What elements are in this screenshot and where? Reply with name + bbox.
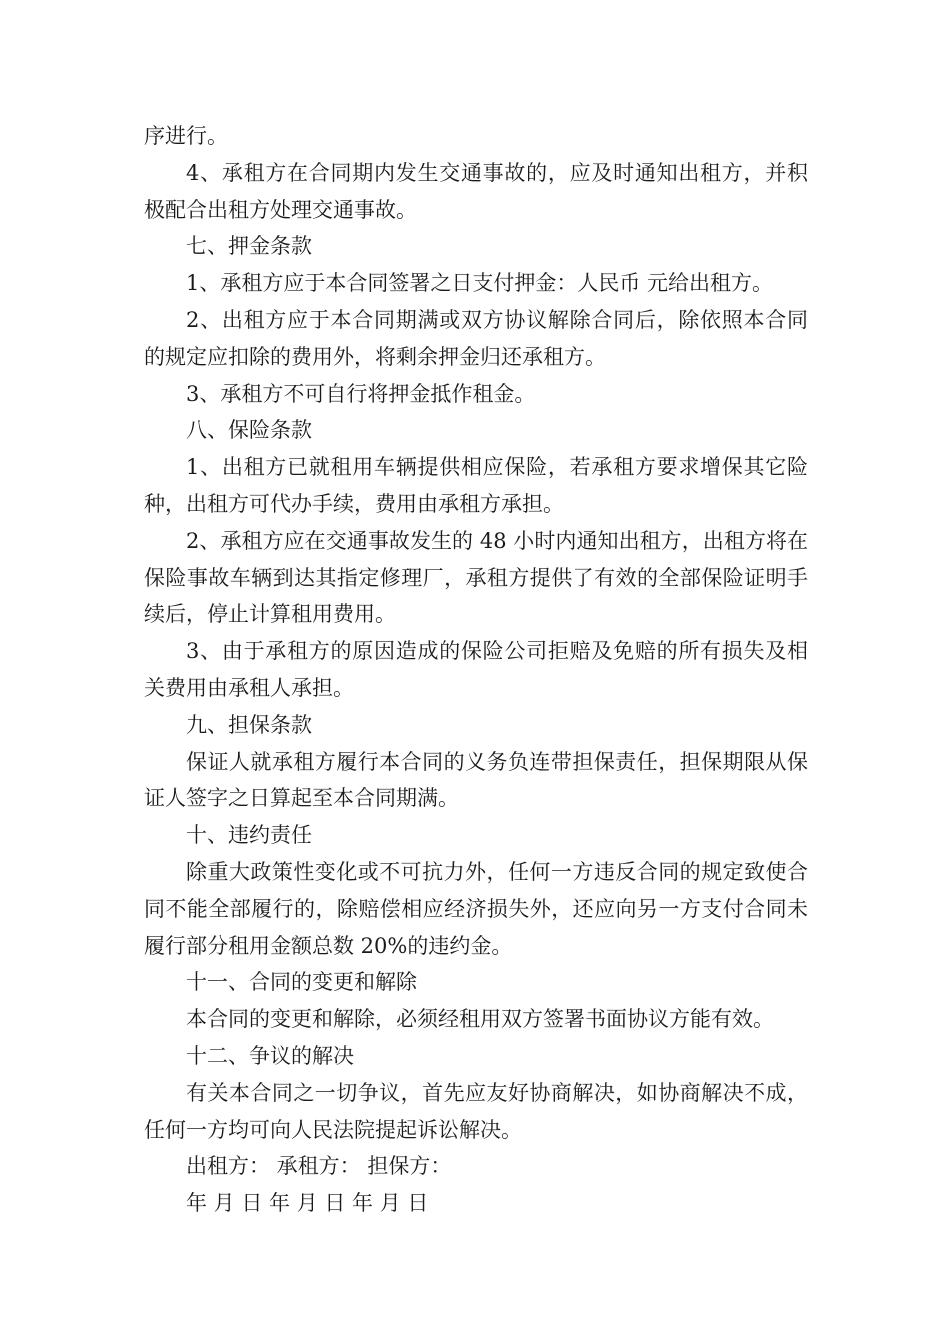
clause-7-item-1: 1、承租方应于本合同签署之日支付押金：人民币 元给出租方。 <box>186 271 774 296</box>
signature-date-line: 年 月 日 年 月 日 年 月 日 <box>186 1191 429 1216</box>
document-page <box>144 118 808 1222</box>
clause-7-item-2: 2、出租方应于本合同期满或双方协议解除合同后，除依照本合同的规定应扣除的费用外，将剩余押金归还承租方。 <box>144 307 808 369</box>
section-heading-deposit: 七、押金条款 <box>186 234 312 259</box>
section-heading-dispute: 十二、争议的解决 <box>186 1043 354 1068</box>
clause-12-body: 有关本合同之一切争议，首先应友好协商解决，如协商解决不成，任何一方均可向人民法院提起诉讼解决。 <box>144 1080 808 1142</box>
clause-9-body: 保证人就承租方履行本合同的义务负连带担保责任，担保期限从保证人签字之日算起至本合同期满。 <box>144 749 808 811</box>
clause-8-item-3: 3、由于承租方的原因造成的保险公司拒赔及免赔的所有损失及相关费用由承租人承担。 <box>144 639 808 700</box>
clause-10-body: 除重大政策性变化或不可抗力外，任何一方违反合同的规定致使合同不能全部履行的，除赔偿相应经济损失外，还应向另一方支付合同未履行部分租用金额总数 20%的违约金。 <box>144 859 808 958</box>
section-heading-guarantee: 九、担保条款 <box>186 712 312 737</box>
section-heading-insurance: 八、保险条款 <box>186 418 312 443</box>
clause-7-item-3: 3、承租方不可自行将押金抵作租金。 <box>186 381 536 406</box>
clause-8-item-2: 2、承租方应在交通事故发生的 48 小时内通知出租方，出租方将在保险事故车辆到达其指定修理厂，承租方提供了有效的全部保险证明手续后，停止计算租用费用。 <box>144 528 808 627</box>
section-heading-modification: 十一、合同的变更和解除 <box>186 970 417 995</box>
section-heading-breach: 十、违约责任 <box>186 823 312 848</box>
signature-parties-line: 出租方： 承租方： 担保方： <box>186 1154 452 1179</box>
clause-6-item-4: 4、承租方在合同期内发生交通事故的，应及时通知出租方，并积极配合出租方处理交通事故。 <box>144 160 808 222</box>
paragraph-continuation: 序进行。 <box>144 124 228 148</box>
clause-11-body: 本合同的变更和解除，必须经租用双方签署书面协议方能有效。 <box>186 1007 774 1032</box>
clause-8-item-1: 1、出租方已就租用车辆提供相应保险，若承租方要求增保其它险种，出租方可代办手续，费用由承租方承担。 <box>144 455 808 516</box>
